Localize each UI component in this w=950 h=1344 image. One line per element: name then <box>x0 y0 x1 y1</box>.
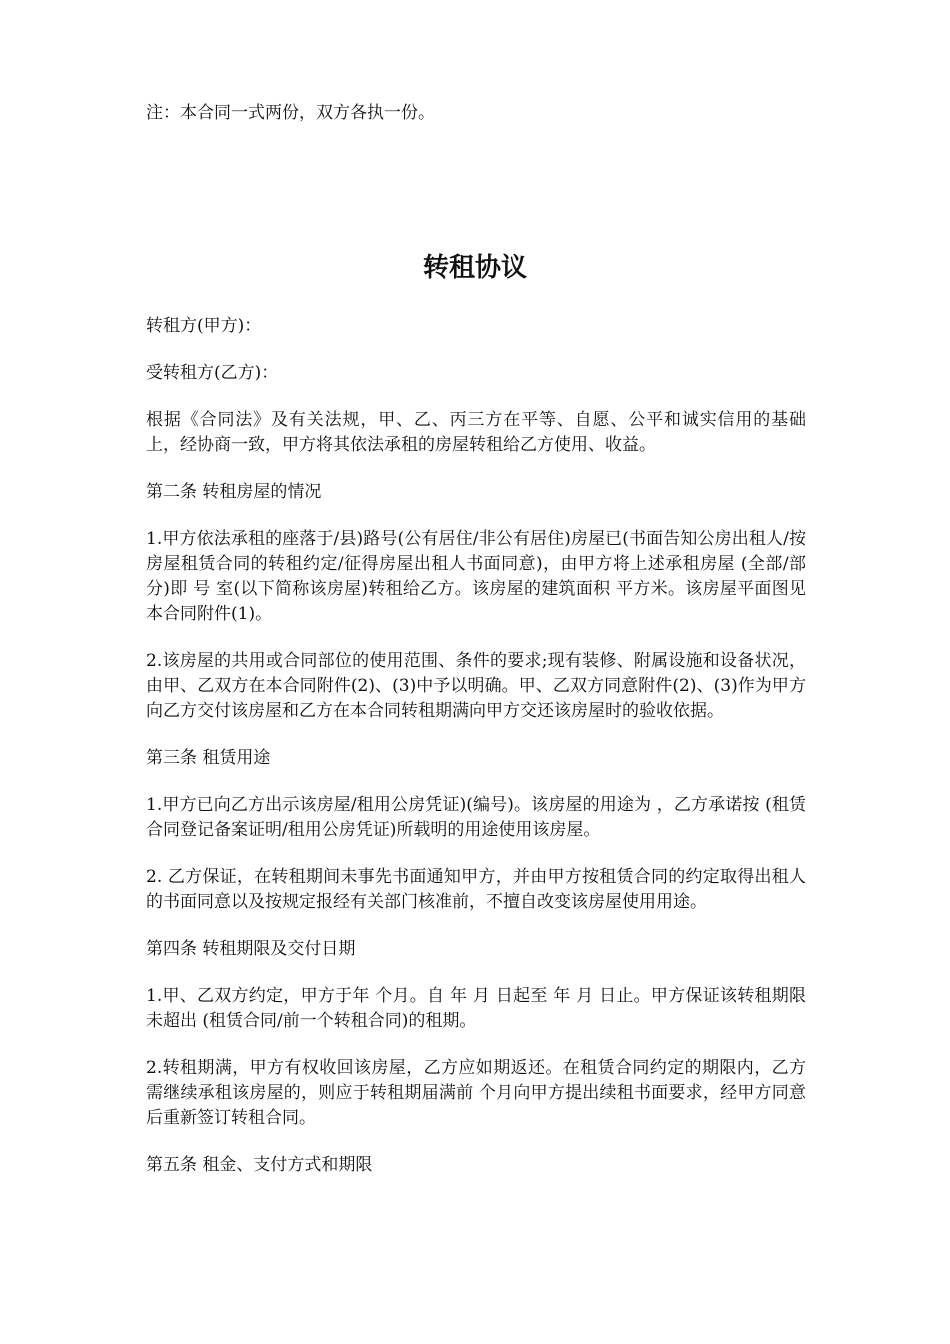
party-a-line: 转租方(甲方)： <box>146 316 262 336</box>
article-2-heading: 第二条 转租房屋的情况 <box>146 482 322 502</box>
party-b-line: 受转租方(乙方)： <box>146 363 279 383</box>
article-4-clause-2: 2.转租期满，甲方有权收回该房屋，乙方应如期返还。在租赁合同约定的期限内，乙方需继续承租该房屋的，则应于转租期届满前 个月向甲方提出续租书面要求，经甲方同意后重新签订转租合同。 <box>146 1058 806 1128</box>
article-2-clause-1: 1.甲方依法承租的座落于/县)路号(公有居住/非公有居住)房屋已(书面告知公房出租人/按房屋租赁合同的转租约定/征得房屋出租人书面同意)，由甲方将上述承租房屋 (全部/部分)即 号 室(以下简称该房屋)转租给乙方。该房屋的建筑面积 平方米。该房屋平面图见本合同附件(1)。 <box>146 529 806 624</box>
article-4-heading: 第四条 转租期限及交付日期 <box>146 939 356 959</box>
article-3-heading: 第三条 租赁用途 <box>146 748 271 768</box>
preamble-paragraph: 根据《合同法》及有关法规，甲、乙、丙三方在平等、自愿、公平和诚实信用的基础上，经协商一致，甲方将其依法承租的房屋转租给乙方使用、收益。 <box>146 410 806 455</box>
article-4-clause-1: 1.甲、乙双方约定，甲方于年 个月。自 年 月 日起至 年 月 日止。甲方保证该转租期限未超出 (租赁合同/前一个转租合同)的租期。 <box>146 986 806 1031</box>
article-3-clause-1: 1.甲方已向乙方出示该房屋/租用公房凭证)(编号)。该房屋的用途为 ，乙方承诺按 (租赁合同登记备案证明/租用公房凭证)所载明的用途使用该房屋。 <box>146 795 806 840</box>
article-3-clause-2: 2. 乙方保证，在转租期间未事先书面通知甲方，并由甲方按租赁合同的约定取得出租人的书面同意以及按规定报经有关部门核准前，不擅自改变该房屋使用用途。 <box>146 867 806 912</box>
article-2-clause-2: 2.该房屋的共用或合同部位的使用范围、条件的要求;现有装修、附属设施和设备状况，由甲、乙双方在本合同附件(2)、(3)中予以明确。甲、乙双方同意附件(2)、(3)作为甲方向乙方交付该房屋和乙方在本合同转租期满向甲方交还该房屋时的验收依据。 <box>146 651 806 721</box>
agreement-title: 转租协议 <box>422 253 527 283</box>
article-5-heading: 第五条 租金、支付方式和期限 <box>146 1155 373 1175</box>
agreement-body <box>146 314 806 1200</box>
contract-note: 注：本合同一式两份，双方各执一份。 <box>146 103 435 123</box>
